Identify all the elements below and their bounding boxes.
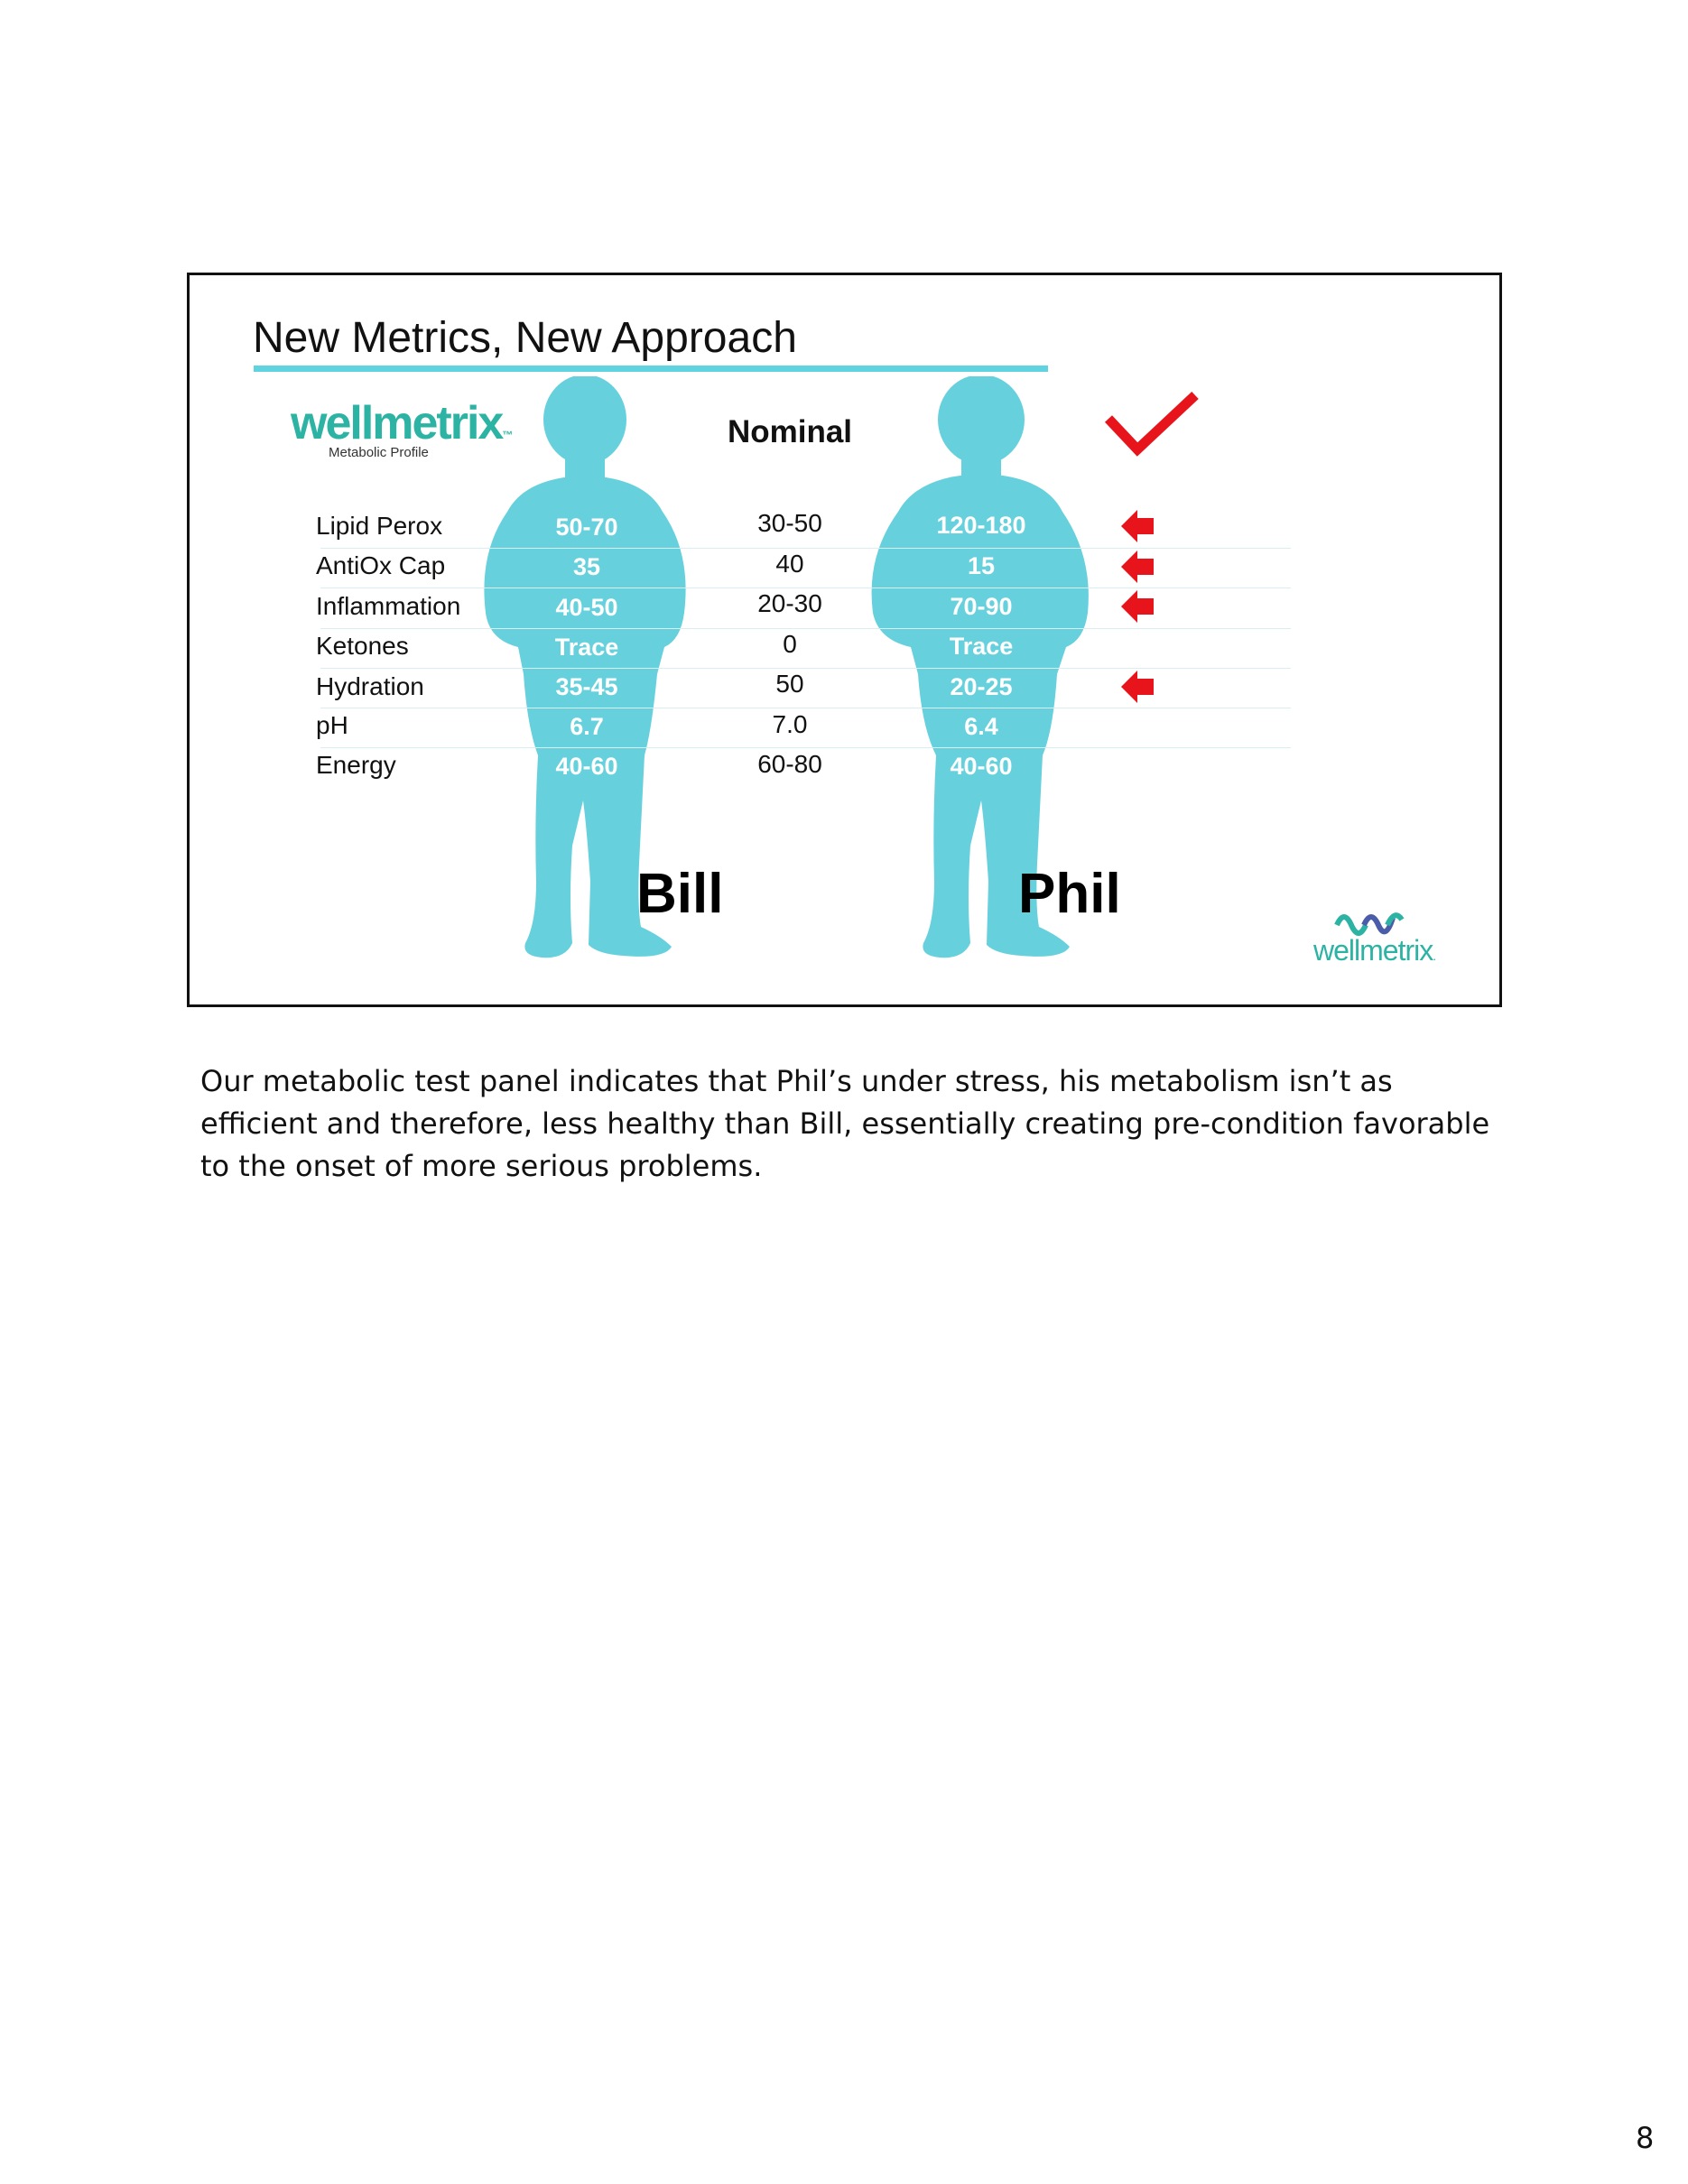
nominal-value: 40 <box>775 550 804 578</box>
logo-trademark: ™ <box>502 429 512 441</box>
checkmark-icon <box>1101 390 1201 462</box>
phil-value: 120-180 <box>936 512 1026 539</box>
slide <box>187 273 1502 1007</box>
nominal-value: 20-30 <box>757 589 822 617</box>
phil-value: 20-25 <box>950 673 1013 700</box>
phil-value: 40-60 <box>950 753 1013 780</box>
left-arrow-icon <box>1119 508 1155 544</box>
nominal-value: 0 <box>783 630 797 658</box>
bill-value: 40-50 <box>555 594 618 621</box>
nominal-value: 50 <box>775 670 804 698</box>
logo-word: wellmetrix <box>291 397 503 449</box>
slide-title: New Metrics, New Approach <box>253 314 797 362</box>
phil-value: Trace <box>949 633 1014 660</box>
left-arrow-icon <box>1119 669 1155 705</box>
bill-value: Trace <box>554 634 619 661</box>
logo-small-word: wellmetrix <box>1313 934 1433 967</box>
nominal-value: 7.0 <box>772 710 808 738</box>
logo-small-mark: . <box>1433 949 1436 963</box>
person-name-bill: Bill <box>636 863 724 925</box>
phil-value: 15 <box>967 552 996 579</box>
phil-value: 6.4 <box>964 713 998 740</box>
metric-label: Hydration <box>316 672 424 700</box>
phil-value: 70-90 <box>950 593 1013 620</box>
bill-value: 40-60 <box>555 753 618 780</box>
metric-label: pH <box>316 711 348 739</box>
row-divider <box>320 747 1291 748</box>
metric-label: Ketones <box>316 632 409 660</box>
nominal-value: 60-80 <box>757 750 822 778</box>
logo-subtitle: Metabolic Profile <box>329 445 429 460</box>
metric-label: Lipid Perox <box>316 512 443 540</box>
person-name-phil: Phil <box>1018 863 1121 925</box>
bill-value: 50-70 <box>555 514 618 541</box>
bill-value: 6.7 <box>570 713 604 740</box>
metric-label: Inflammation <box>316 592 461 620</box>
bill-value: 35 <box>572 553 601 580</box>
row-divider <box>320 628 1291 629</box>
left-arrow-icon <box>1119 549 1155 585</box>
nominal-value: 30-50 <box>757 509 822 537</box>
page-number: 8 <box>1636 2121 1655 2155</box>
left-arrow-icon <box>1119 588 1155 625</box>
metric-label: AntiOx Cap <box>316 551 446 579</box>
wave-logo-icon <box>1333 905 1405 936</box>
bill-value: 35-45 <box>555 673 618 700</box>
nominal-header: Nominal <box>727 414 853 449</box>
metric-label: Energy <box>316 751 396 779</box>
title-underline <box>254 366 1048 372</box>
speaker-notes: Our metabolic test panel indicates that Phil’s under stress, his metabolism isn’t as efficient and therefore, less healthy than Bill, essentially creating pre-condition favorable to the onset of more serious problems. <box>200 1064 1490 1183</box>
